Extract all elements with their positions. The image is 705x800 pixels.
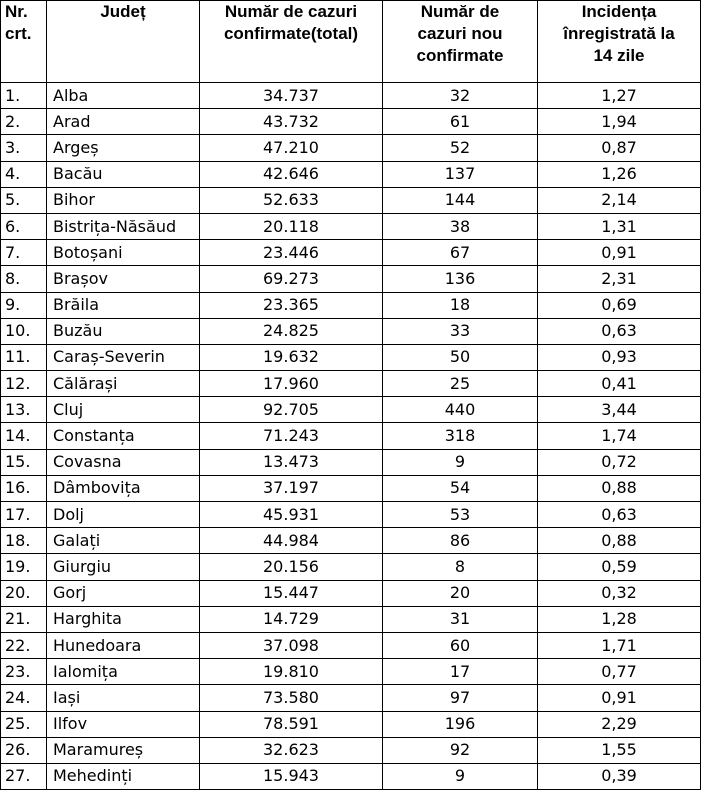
- cell-new-cases: 440: [383, 397, 538, 423]
- header-incidence-line: înregistrată la: [563, 24, 675, 43]
- cell-new-cases: 33: [383, 318, 538, 344]
- cell-new-cases: 20: [383, 580, 538, 606]
- cell-nr: 27.: [1, 763, 47, 789]
- cell-nr: 19.: [1, 554, 47, 580]
- table-row: [1, 659, 701, 685]
- cell-judet: Bihor: [47, 187, 200, 213]
- cell-nr: 8.: [1, 266, 47, 292]
- header-incidence: [538, 1, 701, 83]
- header-row: [1, 1, 701, 83]
- cell-total-cases: 71.243: [200, 423, 383, 449]
- cell-new-cases: 53: [383, 502, 538, 528]
- cell-total-cases: 19.810: [200, 659, 383, 685]
- cell-nr: 10.: [1, 318, 47, 344]
- table-row: [1, 371, 701, 397]
- cell-new-cases: 67: [383, 240, 538, 266]
- header-nr-line: Nr.: [5, 2, 28, 21]
- table-row: [1, 161, 701, 187]
- cell-new-cases: 52: [383, 135, 538, 161]
- cell-judet: Mehedinți: [47, 763, 200, 789]
- cell-incidence: 0,91: [538, 685, 701, 711]
- cell-nr: 26.: [1, 737, 47, 763]
- cell-judet: Iași: [47, 685, 200, 711]
- cell-incidence: 1,94: [538, 109, 701, 135]
- cell-new-cases: 92: [383, 737, 538, 763]
- cell-incidence: 0,41: [538, 371, 701, 397]
- table-row: [1, 109, 701, 135]
- cell-judet: Buzău: [47, 318, 200, 344]
- cell-new-cases: 25: [383, 371, 538, 397]
- cell-incidence: 0,39: [538, 763, 701, 789]
- table-row: [1, 187, 701, 213]
- cell-total-cases: 23.446: [200, 240, 383, 266]
- header-nr-line: crt.: [5, 24, 32, 43]
- cell-incidence: 1,71: [538, 632, 701, 658]
- cell-nr: 17.: [1, 502, 47, 528]
- cell-judet: Dâmbovița: [47, 475, 200, 501]
- cell-total-cases: 32.623: [200, 737, 383, 763]
- cell-total-cases: 73.580: [200, 685, 383, 711]
- cell-total-cases: 45.931: [200, 502, 383, 528]
- cell-new-cases: 137: [383, 161, 538, 187]
- cell-nr: 5.: [1, 187, 47, 213]
- cell-incidence: 1,27: [538, 83, 701, 109]
- cell-judet: Bacău: [47, 161, 200, 187]
- cell-judet: Alba: [47, 83, 200, 109]
- cell-judet: Ilfov: [47, 711, 200, 737]
- table-row: [1, 135, 701, 161]
- cell-incidence: 1,55: [538, 737, 701, 763]
- cell-incidence: 0,63: [538, 502, 701, 528]
- cell-total-cases: 37.197: [200, 475, 383, 501]
- header-judet-line: Județ: [100, 2, 146, 21]
- table-row: [1, 502, 701, 528]
- cell-total-cases: 20.118: [200, 213, 383, 239]
- cell-judet: Dolj: [47, 502, 200, 528]
- cell-total-cases: 15.447: [200, 580, 383, 606]
- cell-judet: Harghita: [47, 606, 200, 632]
- cell-incidence: 0,88: [538, 528, 701, 554]
- cell-total-cases: 15.943: [200, 763, 383, 789]
- table-row: [1, 580, 701, 606]
- table-row: [1, 292, 701, 318]
- cell-judet: Covasna: [47, 449, 200, 475]
- cell-nr: 4.: [1, 161, 47, 187]
- cell-total-cases: 19.632: [200, 344, 383, 370]
- cell-nr: 15.: [1, 449, 47, 475]
- cell-judet: Botoșani: [47, 240, 200, 266]
- cell-nr: 25.: [1, 711, 47, 737]
- cell-new-cases: 97: [383, 685, 538, 711]
- cell-nr: 7.: [1, 240, 47, 266]
- cell-new-cases: 38: [383, 213, 538, 239]
- cell-nr: 1.: [1, 83, 47, 109]
- cell-total-cases: 92.705: [200, 397, 383, 423]
- header-nr-crt: [1, 1, 47, 83]
- cell-incidence: 1,74: [538, 423, 701, 449]
- header-incidence-line: Incidența: [581, 2, 657, 21]
- table-row: [1, 763, 701, 789]
- cell-nr: 21.: [1, 606, 47, 632]
- table-row: [1, 344, 701, 370]
- cell-nr: 16.: [1, 475, 47, 501]
- cell-total-cases: 43.732: [200, 109, 383, 135]
- table-row: [1, 606, 701, 632]
- header-new-cases: [383, 1, 538, 83]
- cell-total-cases: 20.156: [200, 554, 383, 580]
- cell-new-cases: 61: [383, 109, 538, 135]
- table-row: [1, 737, 701, 763]
- cell-judet: Cluj: [47, 397, 200, 423]
- table-row: [1, 528, 701, 554]
- cell-new-cases: 196: [383, 711, 538, 737]
- cell-new-cases: 9: [383, 763, 538, 789]
- header-new-line: cazuri nou: [417, 24, 503, 43]
- cell-incidence: 1,26: [538, 161, 701, 187]
- cell-new-cases: 136: [383, 266, 538, 292]
- cell-incidence: 0,32: [538, 580, 701, 606]
- cell-new-cases: 17: [383, 659, 538, 685]
- cell-total-cases: 78.591: [200, 711, 383, 737]
- cell-total-cases: 52.633: [200, 187, 383, 213]
- cell-judet: Giurgiu: [47, 554, 200, 580]
- cell-nr: 22.: [1, 632, 47, 658]
- cell-nr: 11.: [1, 344, 47, 370]
- table-row: [1, 266, 701, 292]
- header-total-line: confirmate(total): [223, 24, 359, 43]
- cell-judet: Constanța: [47, 423, 200, 449]
- table-row: [1, 711, 701, 737]
- cell-new-cases: 86: [383, 528, 538, 554]
- cell-nr: 2.: [1, 109, 47, 135]
- cell-new-cases: 318: [383, 423, 538, 449]
- cell-judet: Caraș-Severin: [47, 344, 200, 370]
- cell-new-cases: 32: [383, 83, 538, 109]
- cell-incidence: 0,63: [538, 318, 701, 344]
- cell-incidence: 0,93: [538, 344, 701, 370]
- cell-new-cases: 31: [383, 606, 538, 632]
- cell-incidence: 0,88: [538, 475, 701, 501]
- cell-total-cases: 17.960: [200, 371, 383, 397]
- cell-total-cases: 34.737: [200, 83, 383, 109]
- cell-new-cases: 18: [383, 292, 538, 318]
- table-row: [1, 240, 701, 266]
- table-row: [1, 554, 701, 580]
- table-row: [1, 632, 701, 658]
- cell-new-cases: 54: [383, 475, 538, 501]
- header-new-line: Număr de: [420, 2, 500, 21]
- cell-nr: 20.: [1, 580, 47, 606]
- cell-incidence: 0,59: [538, 554, 701, 580]
- cell-judet: Arad: [47, 109, 200, 135]
- header-new-line: confirmate: [416, 46, 504, 65]
- cell-nr: 24.: [1, 685, 47, 711]
- cell-judet: Bistrița-Năsăud: [47, 213, 200, 239]
- cell-judet: Argeș: [47, 135, 200, 161]
- cell-judet: Brașov: [47, 266, 200, 292]
- cell-nr: 6.: [1, 213, 47, 239]
- cell-judet: Galați: [47, 528, 200, 554]
- cell-total-cases: 14.729: [200, 606, 383, 632]
- cell-total-cases: 24.825: [200, 318, 383, 344]
- cell-nr: 13.: [1, 397, 47, 423]
- cell-judet: Maramureș: [47, 737, 200, 763]
- header-total-cases: [200, 1, 383, 83]
- cell-incidence: 3,44: [538, 397, 701, 423]
- table-row: [1, 213, 701, 239]
- cell-nr: 23.: [1, 659, 47, 685]
- table-row: [1, 397, 701, 423]
- cell-incidence: 0,69: [538, 292, 701, 318]
- cell-incidence: 0,87: [538, 135, 701, 161]
- cell-judet: Gorj: [47, 580, 200, 606]
- cell-nr: 14.: [1, 423, 47, 449]
- cell-incidence: 2,29: [538, 711, 701, 737]
- cell-judet: Ialomița: [47, 659, 200, 685]
- cell-total-cases: 13.473: [200, 449, 383, 475]
- cell-judet: Brăila: [47, 292, 200, 318]
- cell-total-cases: 37.098: [200, 632, 383, 658]
- table-row: [1, 423, 701, 449]
- table-header: [1, 1, 701, 83]
- cell-incidence: 1,28: [538, 606, 701, 632]
- table-body: [1, 83, 701, 790]
- cell-new-cases: 60: [383, 632, 538, 658]
- header-total-line: Număr de cazuri: [224, 2, 358, 21]
- cell-judet: Hunedoara: [47, 632, 200, 658]
- cell-total-cases: 44.984: [200, 528, 383, 554]
- cell-incidence: 0,72: [538, 449, 701, 475]
- cell-incidence: 0,91: [538, 240, 701, 266]
- cell-incidence: 2,14: [538, 187, 701, 213]
- header-incidence-line: 14 zile: [593, 46, 645, 65]
- cell-total-cases: 69.273: [200, 266, 383, 292]
- cell-incidence: 0,77: [538, 659, 701, 685]
- cell-incidence: 2,31: [538, 266, 701, 292]
- cell-total-cases: 23.365: [200, 292, 383, 318]
- cell-nr: 18.: [1, 528, 47, 554]
- cell-nr: 12.: [1, 371, 47, 397]
- table-row: [1, 449, 701, 475]
- cell-new-cases: 50: [383, 344, 538, 370]
- header-judet: [47, 1, 200, 83]
- table-row: [1, 475, 701, 501]
- cell-judet: Călărași: [47, 371, 200, 397]
- table-row: [1, 685, 701, 711]
- cell-nr: 9.: [1, 292, 47, 318]
- cell-new-cases: 144: [383, 187, 538, 213]
- cell-new-cases: 9: [383, 449, 538, 475]
- cell-incidence: 1,31: [538, 213, 701, 239]
- table-row: [1, 83, 701, 109]
- cell-total-cases: 42.646: [200, 161, 383, 187]
- cell-nr: 3.: [1, 135, 47, 161]
- cell-new-cases: 8: [383, 554, 538, 580]
- cell-total-cases: 47.210: [200, 135, 383, 161]
- table-row: [1, 318, 701, 344]
